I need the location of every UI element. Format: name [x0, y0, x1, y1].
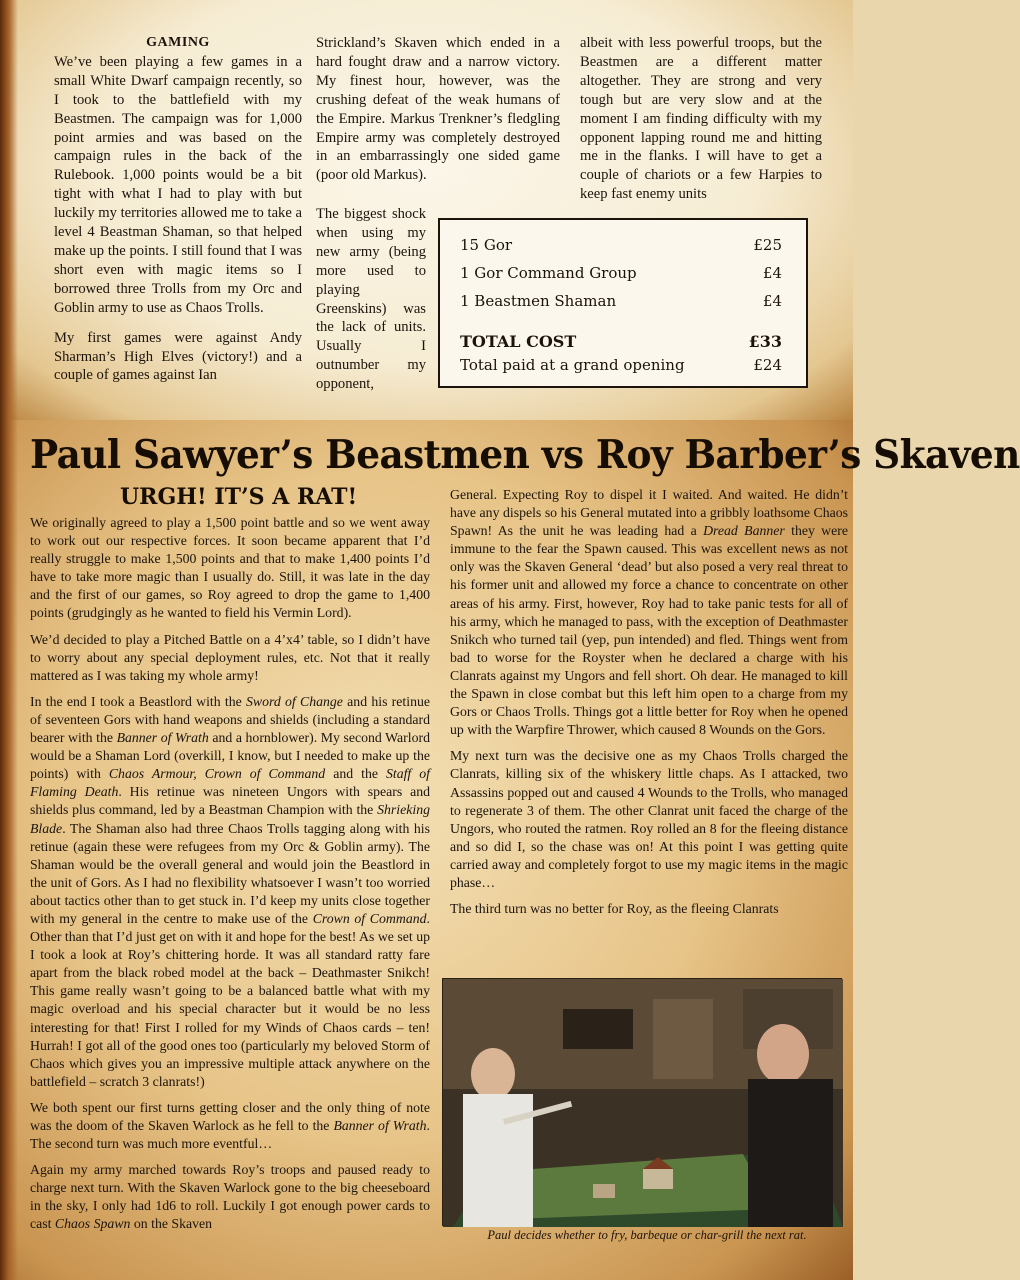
gaming-paragraph: My first games were against Andy Sharman’s High Elves (victory!) and a couple of games against Ian	[54, 329, 302, 384]
game-photo	[442, 978, 842, 1226]
price-row: 1 Beastmen Shaman £4	[460, 292, 782, 310]
article-paragraph: We both spent our first turns getting closer and the only thing of note was the doom of the Skaven Warlock as he fell to the Banner of Wrath. The second turn was much more eventful…	[30, 1099, 430, 1152]
article-column-left	[30, 514, 430, 1242]
article-title: Paul Sawyer’s Beastmen vs Roy Barber’s Skaven	[30, 432, 1020, 478]
gaming-heading: GAMING	[146, 35, 210, 50]
game-photo-illustration	[443, 979, 843, 1227]
gaming-paragraph: The biggest shock when using my new army (being more used to playing Greenskins) was the lack of units. Usually I outnumber my opponent,	[316, 206, 426, 393]
price-box	[438, 218, 808, 388]
photo-caption: Paul decides whether to fry, barbeque or char-grill the next rat.	[487, 1228, 807, 1242]
gaming-column-3	[580, 34, 822, 215]
gaming-column-1	[54, 34, 302, 396]
total-cost-row: TOTAL COST £33	[460, 332, 782, 351]
article-paragraph: General. Expecting Roy to dispel it I waited. And waited. He didn’t have any dispels so his General mutated into a gribbly loathsome Chaos Spawn! As the unit he was leading had a Dread Banner they were immune to the fear the Spawn caused. This was excellent news as not only was the Skaven General ‘dead’ but also posed a very real threat to his former unit and allowed my force a chance to concentrate on other areas of his army. First, however, Roy had to take panic tests for all of his army, which he managed to pass, with the exception of Deathmaster Snikch who turned tail (yep, pun intended) and fled. Things went from bad to worse for the Royster when he declared a charge with his Clanrats against my Ungors and fell short. Oh dear. He managed to kill the Spawn in close combat but this left him open to a charge from my Gors or Chaos Trolls. Things got a little better for Roy when he opened up with the Warpfire Thrower, which caused 8 Wounds on the Gors.	[450, 487, 848, 738]
article-paragraph: My next turn was the decisive one as my Chaos Trolls charged the Clanrats, killing six of the whiskery little chaps. As I attacked, two Assassins popped out and caused 4 Wounds to the Trolls, who managed to regenerate 3 of them. The other Clanrat unit faced the charge of the Ungors, who routed the ratmen. Roy rolled an 8 for the fleeing distance and so did I, so the chase was on! At this point I was getting quite carried away and completely forgot to use my magic items in the magic phase…	[450, 748, 848, 890]
gaming-paragraph: Strickland’s Skaven which ended in a hard fought draw and a narrow victory. My finest hour, however, was the crushing defeat of the weak humans of the Empire. Markus Trenkner’s fledgling Empire army was completely destroyed in an embarrassingly one sided game (poor old Markus).	[316, 35, 560, 184]
gaming-paragraph: albeit with less powerful troops, but the Beastmen are a different matter altogether. They are strong and very tough but are very slow and at the moment I am finding difficulty with my opponent lapping round me and hitting me in the flanks. I will have to get a couple of chariots or a few Harpies to keep fast enemy units	[580, 35, 822, 203]
price-row: 15 Gor £25	[460, 236, 782, 254]
burnt-edge	[0, 0, 18, 1280]
article-column-right	[450, 486, 848, 926]
gaming-paragraph: We’ve been playing a few games in a small White Dwarf campaign recently, so I took to the battlefield with my Beastmen. The campaign was for 1,000 point armies and was based on the campaign rules in the back of the Rulebook. 1,000 points would be a bit tight with what I had to play with but luckily my territories allowed me to take a level 4 Beastman Shaman, so that helped make up the points. I still found that I was short even with magic items so I borrowed three Trolls from my Orc and Goblin army to use as Chaos Trolls.	[54, 53, 302, 316]
gaming-column-2b	[316, 205, 426, 405]
article-paragraph: Again my army marched towards Roy’s troops and paused ready to charge next turn. With the Skaven Warlock gone to the big cheeseboard in the sky, I only had 1d6 to roll. Luckily I got enough power cards to cast Chaos Spawn on the Skaven	[30, 1162, 430, 1232]
price-row: 1 Gor Command Group £4	[460, 264, 782, 282]
article-paragraph: In the end I took a Beastlord with the Sword of Change and his retinue of seventeen Gors with hand weapons and shields (including a standard bearer with the Banner of Wrath and a hornblower). My second Warlord would be a Shaman Lord (overkill, I know, but I needed to make up the points) with Chaos Armour, Crown of Command and the Staff of Flaming Death. His retinue was nineteen Ungors with spears and shields plus command, led by a Beastman Champion with the Shrieking Blade. The Shaman also had three Chaos Trolls tagging along with his retinue (again these were refugees from my Orc & Goblin army). The Shaman would be the overall general and would join the Beastlord in the unit of Gors. As I had no flexibility whatsoever I wasn’t too worried about tactics other than to get stuck in. I’d keep my units close together with my general in the centre to make use of the Crown of Command. Other than that I’d just get on with it and hope for the best! As we set up I took a look at Roy’s chittering horde. It was all standard ratty fare apart from the black robed model at the back – Deathmaster Snikch! This game really wasn’t going to be a balanced battle what with my magic overload and his special character but it would be no less interesting for that! First I rolled for my Winds of Chaos cards – ten! Hurrah! I got all of the good ones too (particularly my beloved Storm of Chaos which gives you an impressive multiple attack anywhere on the battlefield – scratch 3 clanrats!)	[30, 693, 430, 1089]
article-subtitle: URGH! IT’S A RAT!	[120, 484, 358, 510]
article-paragraph: We originally agreed to play a 1,500 point battle and so we went away to work out our respective forces. It soon became apparent that I’d really struggle to make 1,500 points and that to make 1,400 points I’d have to take more magic than I usually do. Still, it was late in the day and the first of our games, so Roy agreed to drop the game to 1,400 points (grudgingly as he wanted to field his Vermin Lord).	[30, 515, 430, 621]
article-paragraph: We’d decided to play a Pitched Battle on a 4’x4’ table, so I didn’t have to worry about any special deployment rules, etc. Not that it really mattered as I was taking my whole army!	[30, 631, 430, 683]
article-paragraph: The third turn was no better for Roy, as the fleeing Clanrats	[450, 901, 779, 917]
total-paid-row: Total paid at a grand opening £24	[460, 356, 782, 374]
gaming-column-2	[316, 34, 560, 196]
